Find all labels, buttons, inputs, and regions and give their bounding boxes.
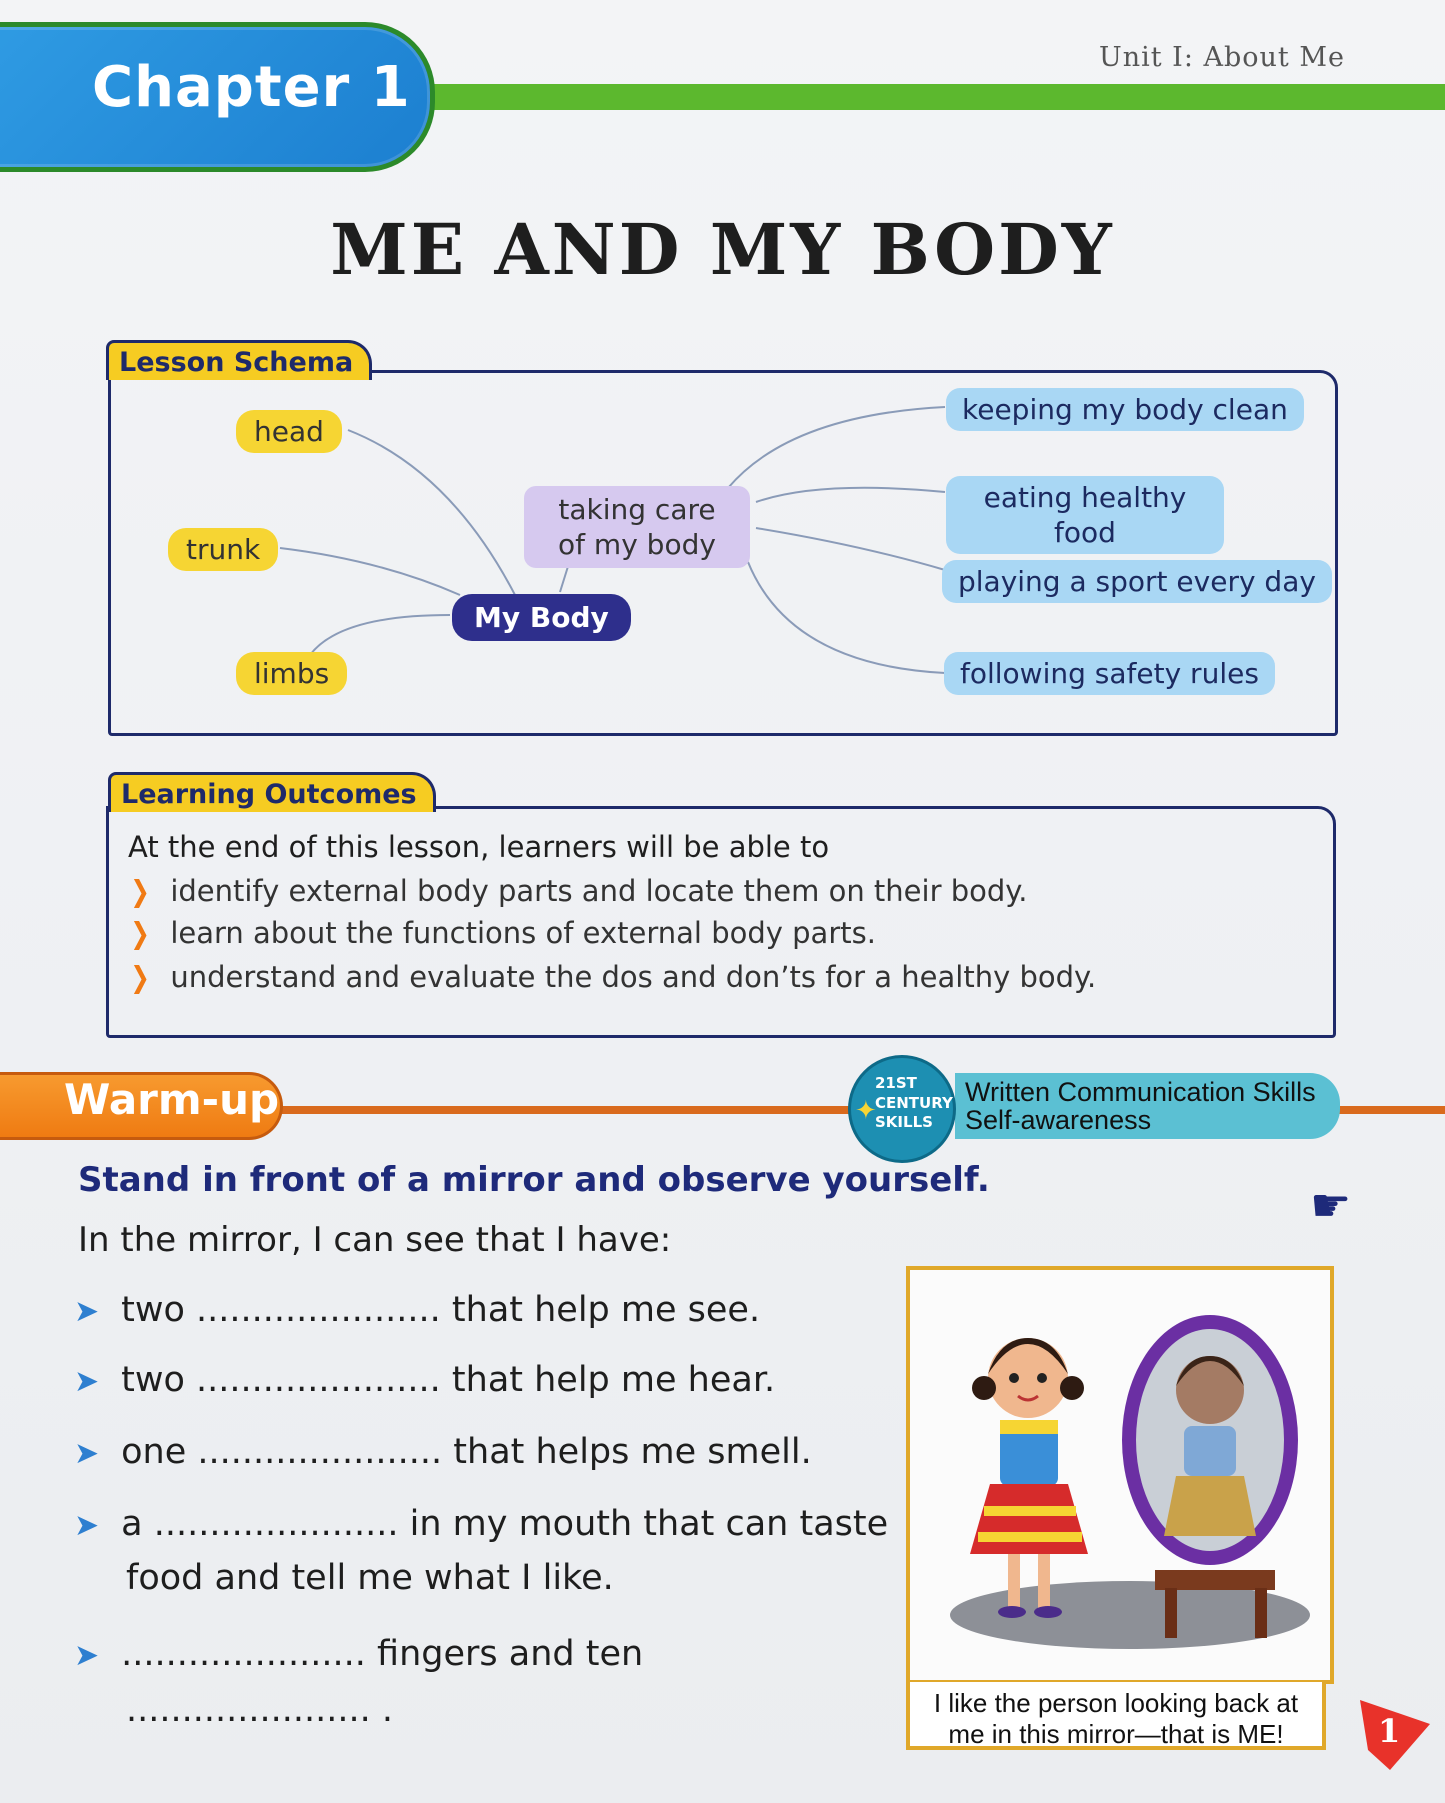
century-skills-badge: ✦ 21ST CENTURY SKILLS	[848, 1055, 956, 1163]
node-safety: following safety rules	[944, 652, 1275, 695]
arrow-bullet-icon: ➤	[74, 1638, 100, 1673]
warm-up-subtitle: In the mirror, I can see that I have:	[78, 1220, 672, 1260]
chevron-right-icon: ❯	[130, 916, 150, 950]
tap-hand-icon: ☛	[1310, 1178, 1352, 1232]
warm-up-item: ➤ two ...................... that help me see.	[74, 1290, 761, 1330]
bulb-icon: ✦	[855, 1096, 877, 1126]
warm-up-item: ➤ two ...................... that help me hear.	[74, 1360, 776, 1400]
arrow-bullet-icon: ➤	[74, 1436, 100, 1471]
learning-outcome-item: ❯ understand and evaluate the dos and don’ts for a healthy body.	[130, 960, 1097, 994]
learning-outcomes-tag: Learning Outcomes	[108, 772, 436, 812]
chapter-label: Chapter 1	[92, 55, 411, 120]
arrow-bullet-icon: ➤	[74, 1294, 100, 1329]
lesson-schema-tag: Lesson Schema	[106, 340, 372, 380]
illustration-caption: I like the person looking back at me in this mirror—that is ME!	[906, 1680, 1326, 1750]
illustration-frame	[906, 1266, 1334, 1684]
warm-up-item-continuation: ...................... .	[126, 1690, 394, 1730]
chevron-right-icon: ❯	[130, 874, 150, 908]
node-sport: playing a sport every day	[942, 560, 1332, 603]
connector-sport	[756, 528, 945, 570]
connector-head	[348, 430, 515, 595]
unit-label: Unit I: About Me	[1098, 42, 1345, 73]
node-limbs: limbs	[236, 652, 347, 695]
connector-safety	[748, 562, 945, 673]
warm-up-item-continuation: food and tell me what I like.	[126, 1558, 614, 1598]
connector-food	[756, 488, 945, 502]
arrow-bullet-icon: ➤	[74, 1364, 100, 1399]
warm-up-label: Warm-up	[64, 1075, 280, 1124]
learning-outcome-item: ❯ learn about the functions of external body parts.	[130, 916, 876, 950]
connector-trunk	[280, 548, 460, 595]
girl-mirror-illustration	[910, 1270, 1330, 1680]
node-my-body: My Body	[452, 594, 631, 641]
skills-pill	[955, 1073, 1340, 1139]
learning-outcome-item: ❯ identify external body parts and locate them on their body.	[130, 874, 1028, 908]
node-head: head	[236, 410, 342, 453]
warm-up-item: ➤ ...................... fingers and ten	[74, 1634, 644, 1674]
skill-self-awareness: Self-awareness	[965, 1105, 1152, 1135]
warm-up-instruction: Stand in front of a mirror and observe yourself.	[78, 1160, 990, 1200]
page-number-badge	[1350, 1690, 1434, 1774]
page-number: 1	[1378, 1712, 1401, 1750]
node-keeping-clean: keeping my body clean	[946, 388, 1304, 431]
warm-up-item: ➤ a ...................... in my mouth that can taste	[74, 1504, 889, 1544]
page-title: ME AND MY BODY	[330, 208, 1115, 291]
connector-clean	[728, 407, 945, 488]
node-healthy-food: eating healthy food	[946, 476, 1224, 554]
warm-up-item: ➤ one ...................... that helps me smell.	[74, 1432, 812, 1472]
node-trunk: trunk	[168, 528, 278, 571]
learning-outcomes-intro: At the end of this lesson, learners will be able to	[128, 830, 830, 864]
arrow-bullet-icon: ➤	[74, 1508, 100, 1543]
node-taking-care: taking care of my body	[524, 486, 750, 568]
connector-limbs	[310, 615, 450, 655]
chevron-right-icon: ❯	[130, 960, 150, 994]
skill-written-communication: Written Communication Skills	[965, 1077, 1316, 1107]
